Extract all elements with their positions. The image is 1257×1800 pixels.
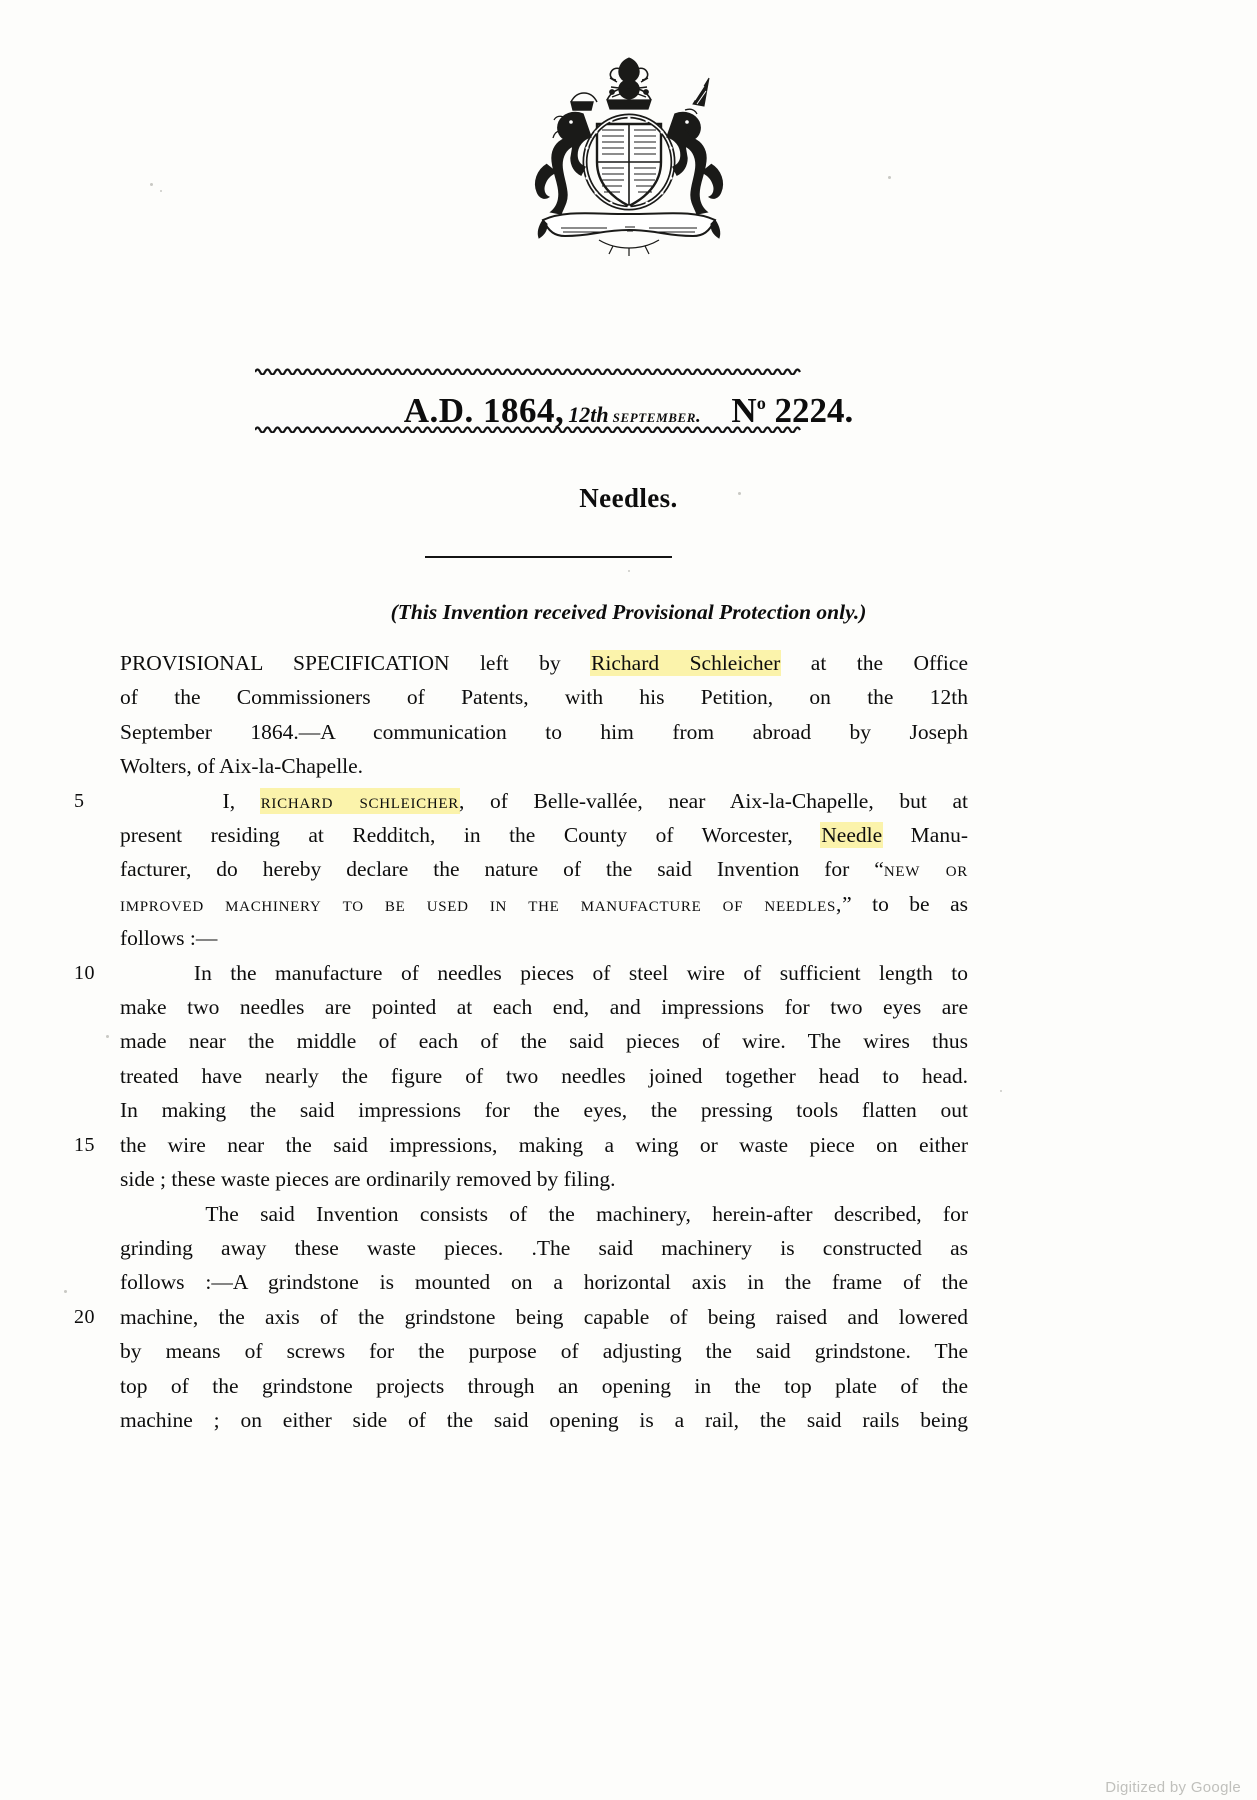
plain-text: treated have nearly the figure of two needles joined together head to head. [120, 1063, 968, 1088]
plain-text: I, [222, 788, 261, 813]
line-content [120, 995, 968, 1019]
text-line [120, 1093, 968, 1127]
paragraph-indent [120, 789, 223, 813]
coat-of-arms-container [0, 52, 1257, 272]
body-text [74, 646, 968, 1437]
paragraph-manufacture-description [74, 956, 968, 1197]
text-line [120, 1334, 968, 1368]
plain-text: side ; these waste pieces are ordinarily removed by filing. [120, 1167, 616, 1192]
line-content [120, 1339, 968, 1363]
line-content [120, 651, 968, 675]
page-title: Needles. [579, 483, 678, 513]
scan-speckle [64, 1290, 67, 1293]
plain-text: the wire near the said impressions, making a wing or waste piece on either [120, 1132, 968, 1157]
line-number: 10 [74, 961, 95, 984]
plain-text: September 1864.—A communication to him from abroad by Joseph [120, 719, 968, 744]
text-line [120, 990, 968, 1024]
text-line [120, 715, 968, 749]
paragraph-invention-machinery [74, 1197, 968, 1438]
plain-text: In making the said impressions for the eyes, the pressing tools flatten out [120, 1098, 968, 1123]
scan-speckle [106, 1035, 109, 1038]
headline-number-ordinal: o [756, 392, 766, 413]
text-line [120, 887, 968, 921]
search-highlight: Needle [821, 823, 883, 848]
text-line [120, 852, 968, 886]
search-highlight: Richard Schleicher [591, 651, 781, 675]
plain-text: , of Belle-vallée, near Aix-la-Chapelle, but at [458, 788, 968, 813]
line-number: 15 [74, 1133, 95, 1156]
bold-text: PROVISIONAL SPECIFICATION [120, 651, 450, 675]
line-content [120, 926, 217, 950]
line-content [120, 1270, 968, 1294]
headline-year: A.D. 1864, [403, 391, 565, 430]
plain-text: left by [449, 651, 592, 675]
plain-text: at the Office [780, 651, 968, 675]
line-content [120, 1374, 968, 1398]
text-line [120, 1265, 968, 1299]
line-content [120, 1029, 968, 1053]
text-line [120, 680, 968, 714]
wavy-rule-bottom [255, 424, 855, 433]
line-content [120, 961, 968, 985]
plain-text: Wolters, of Aix-la-Chapelle. [120, 754, 364, 779]
plain-text: by means of screws for the purpose of adjusting the said grindstone. The [120, 1339, 968, 1364]
line-content [120, 1133, 968, 1157]
line-content [120, 1167, 616, 1191]
wavy-rule-top [255, 366, 855, 375]
scan-speckle [628, 570, 630, 572]
plain-text: follows :—A grindstone is mounted on a horizontal axis in the frame of the [120, 1270, 968, 1295]
plain-text: top of the grindstone projects through an opening in the top plate of the [120, 1373, 968, 1398]
plain-text: In the manufacture of needles pieces of steel wire of sufficient length to [193, 960, 968, 985]
text-line [120, 646, 968, 680]
headline-day: 12th [568, 402, 609, 427]
text-line [74, 1300, 968, 1334]
line-number: 5 [74, 789, 85, 812]
text-line [74, 1128, 968, 1162]
search-highlight: richard schleicher [260, 788, 459, 813]
text-line [120, 1369, 968, 1403]
plain-text: ” to be as [842, 891, 968, 916]
plain-text: facturer, do hereby declare the nature of the said Invention for “ [120, 857, 884, 882]
paragraph-provisional-specification [120, 646, 968, 784]
paragraph-declaration [74, 784, 968, 956]
plain-text: present residing at Redditch, in the County of Worcester, [120, 823, 822, 848]
line-content [120, 720, 968, 744]
text-line [120, 1197, 968, 1231]
scan-speckle [1000, 1090, 1002, 1092]
plain-text: of the Commissioners of Patents, with his Petition, on the 12th [120, 685, 968, 710]
royal-coat-of-arms-icon [479, 52, 779, 267]
headline-number-prefix: N [731, 391, 757, 430]
line-content [120, 857, 968, 881]
line-content [120, 1236, 968, 1260]
title-divider [425, 556, 672, 558]
line-content [120, 789, 968, 813]
line-content [120, 1408, 968, 1432]
text-line [120, 1231, 968, 1265]
line-content [120, 754, 363, 778]
plain-text: The said Invention consists of the machinery, herein-after described, for [205, 1201, 968, 1226]
wavy-rule-top-graphic [255, 366, 855, 375]
wavy-rule-bottom-graphic [255, 424, 855, 433]
text-line [74, 784, 968, 818]
text-line [120, 1059, 968, 1093]
line-number: 20 [74, 1305, 95, 1328]
paragraph-indent [120, 961, 194, 985]
text-line [74, 956, 968, 990]
text-line [120, 749, 968, 783]
small-caps-text: improved machinery to be used in the manufacture of needles, [120, 891, 843, 916]
text-line [120, 921, 968, 955]
line-content [120, 685, 968, 709]
text-line [120, 1162, 968, 1196]
plain-text: made near the middle of each of the said pieces of wire. The wires thus [120, 1029, 968, 1054]
provisional-protection-note: (This Invention received Provisional Protection only.) [390, 600, 867, 624]
line-content [120, 823, 968, 847]
plain-text: machine, the axis of the grindstone being capable of being raised and lowered [120, 1304, 968, 1329]
line-content [120, 892, 968, 916]
line-content [120, 1098, 968, 1122]
line-content [120, 1305, 968, 1329]
line-content [120, 1064, 968, 1088]
headline-month: september. [612, 406, 702, 427]
plain-text: Manu- [882, 823, 968, 848]
plain-text: follows :— [120, 926, 218, 951]
plain-text: make two needles are pointed at each end, and impressions for two eyes are [120, 995, 968, 1020]
digitized-watermark: Digitized by Google [1105, 1779, 1241, 1796]
text-line [120, 1024, 968, 1058]
line-content [120, 1202, 968, 1226]
headline-number-value: 2224. [774, 391, 854, 430]
small-caps-text: new or [883, 857, 968, 882]
text-line [120, 1403, 968, 1437]
plain-text: machine ; on either side of the said opening is a rail, the said rails being [120, 1407, 968, 1432]
text-line [120, 818, 968, 852]
paragraph-indent [120, 1202, 205, 1226]
plain-text: grinding away these waste pieces. .The said machinery is constructed as [120, 1235, 968, 1260]
